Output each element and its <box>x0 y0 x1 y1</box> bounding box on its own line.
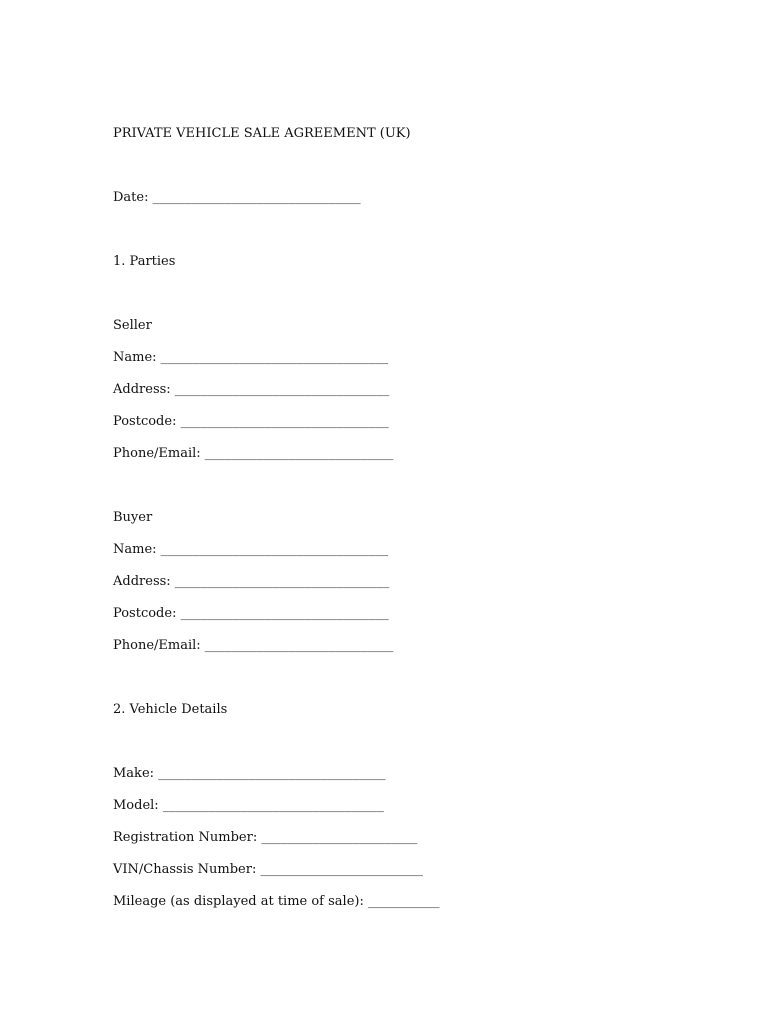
seller-heading: Seller <box>113 318 152 333</box>
seller-name-field: Name: ___________________________________ <box>113 350 389 365</box>
buyer-phone-email-field: Phone/Email: _____________________________ <box>113 638 394 653</box>
vehicle-vin-field: VIN/Chassis Number: _________________________ <box>113 862 423 877</box>
vehicle-model-field: Model: __________________________________ <box>113 798 384 813</box>
seller-address-field: Address: _________________________________ <box>113 382 390 397</box>
vehicle-mileage-field: Mileage (as displayed at time of sale): ___________ <box>113 894 440 909</box>
document-title: PRIVATE VEHICLE SALE AGREEMENT (UK) <box>113 126 411 141</box>
date-field: Date: ________________________________ <box>113 190 361 205</box>
buyer-postcode-field: Postcode: ________________________________ <box>113 606 389 621</box>
buyer-heading: Buyer <box>113 510 153 525</box>
seller-postcode-field: Postcode: ________________________________ <box>113 414 389 429</box>
buyer-name-field: Name: ___________________________________ <box>113 542 389 557</box>
section-heading-parties: 1. Parties <box>113 254 176 269</box>
buyer-address-field: Address: _________________________________ <box>113 574 390 589</box>
vehicle-registration-field: Registration Number: ________________________ <box>113 830 418 845</box>
vehicle-make-field: Make: ___________________________________ <box>113 766 386 781</box>
seller-phone-email-field: Phone/Email: _____________________________ <box>113 446 394 461</box>
section-heading-vehicle-details: 2. Vehicle Details <box>113 702 228 717</box>
